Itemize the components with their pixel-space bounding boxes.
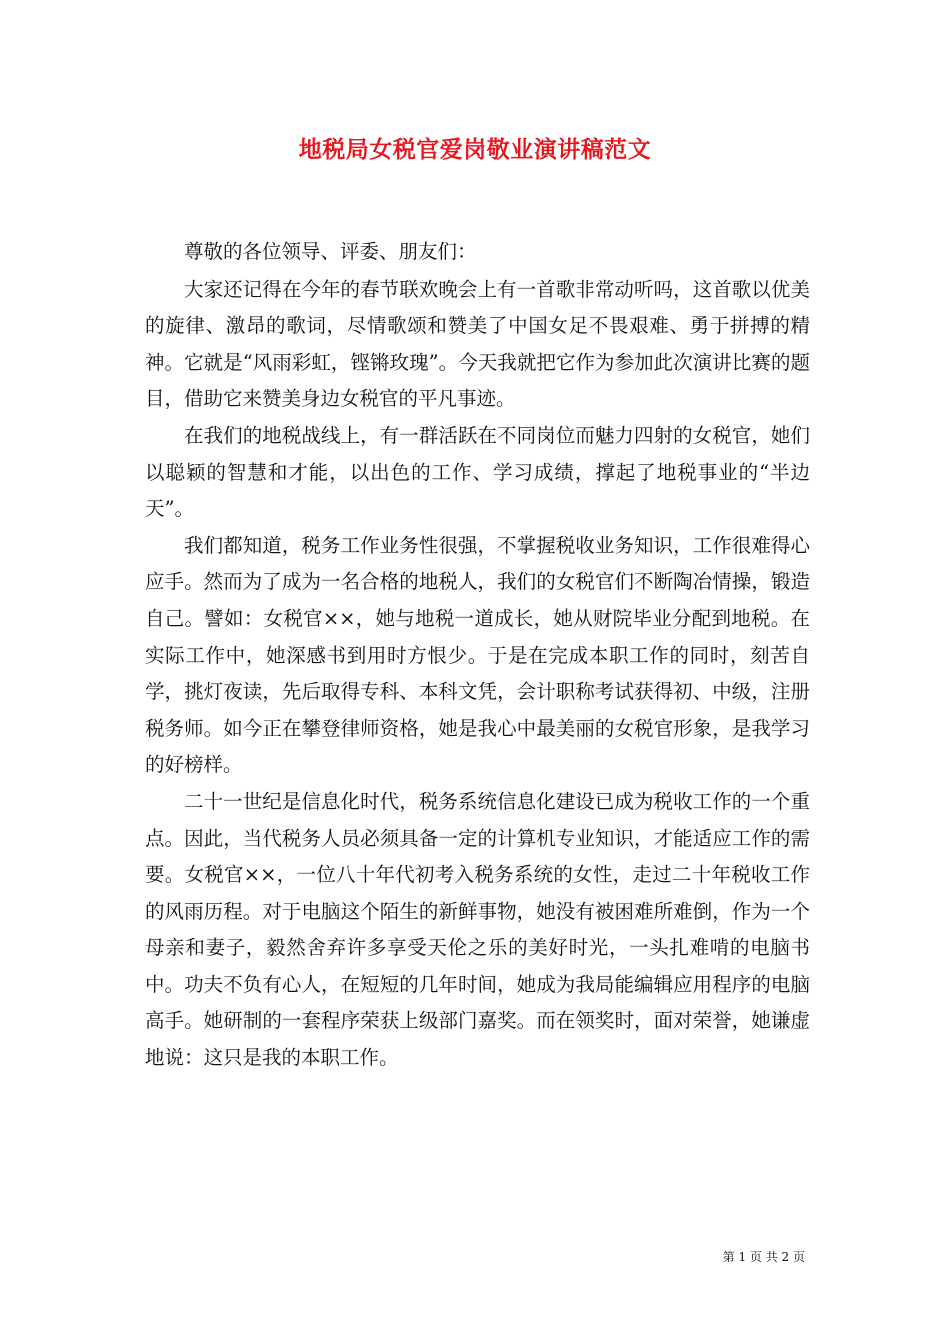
paragraph-4: 二十一世纪是信息化时代，税务系统信息化建设已成为税收工作的一个重点。因此，当代税务人员必须具备一定的计算机专业知识，才能适应工作的需要。女税官××，一位八十年代初考入税务系统的女性，走过二十年税收工作的风雨历程。对于电脑这个陌生的新鲜事物，她没有被困难所难倒，作为一个母亲和妻子，毅然舍弃许多享受天伦之乐的美好时光，一头扎难啃的电脑书中。功夫不负有心人，在短短的几年时间，她成为我局能编辑应用程序的电脑高手。她研制的一套程序荣获上级部门嘉奖。而在领奖时，面对荣誉，她谦虚地说：这只是我的本职工作。 [145,789,810,1070]
page-number-footer: 第 1 页 共 2 页 [722,1250,805,1264]
document-body [145,234,810,1077]
salutation: 尊敬的各位领导、评委、朋友们： [184,240,477,263]
paragraph-1: 大家还记得在今年的春节联欢晚会上有一首歌非常动听吗，这首歌以优美的旋律、激昂的歌词，尽情歌颂和赞美了中国女足不畏艰难、勇于拼搏的精神。它就是“风雨彩虹，铿锵玫瑰”。今天我就把它作为参加此次演讲比赛的题目，借助它来赞美身边女税官的平凡事迹。 [145,277,810,411]
paragraph-3: 我们都知道，税务工作业务性很强，不掌握税收业务知识，工作很难得心应手。然而为了成为一名合格的地税人，我们的女税官们不断陶冶情操，锻造自己。譬如：女税官××，她与地税一道成长，她从财院毕业分配到地税。在实际工作中，她深感书到用时方恨少。于是在完成本职工作的同时，刻苦自学，挑灯夜读，先后取得专科、本科文凭，会计职称考试获得初、中级，注册税务师。如今正在攀登律师资格，她是我心中最美丽的女税官形象，是我学习的好榜样。 [145,533,810,777]
document-title: 地税局女税官爱岗敬业演讲稿范文 [298,136,652,163]
paragraph-2: 在我们的地税战线上，有一群活跃在不同岗位而魅力四射的女税官，她们以聪颖的智慧和才能，以出色的工作、学习成绩，撑起了地税事业的“半边天”。 [145,423,810,521]
